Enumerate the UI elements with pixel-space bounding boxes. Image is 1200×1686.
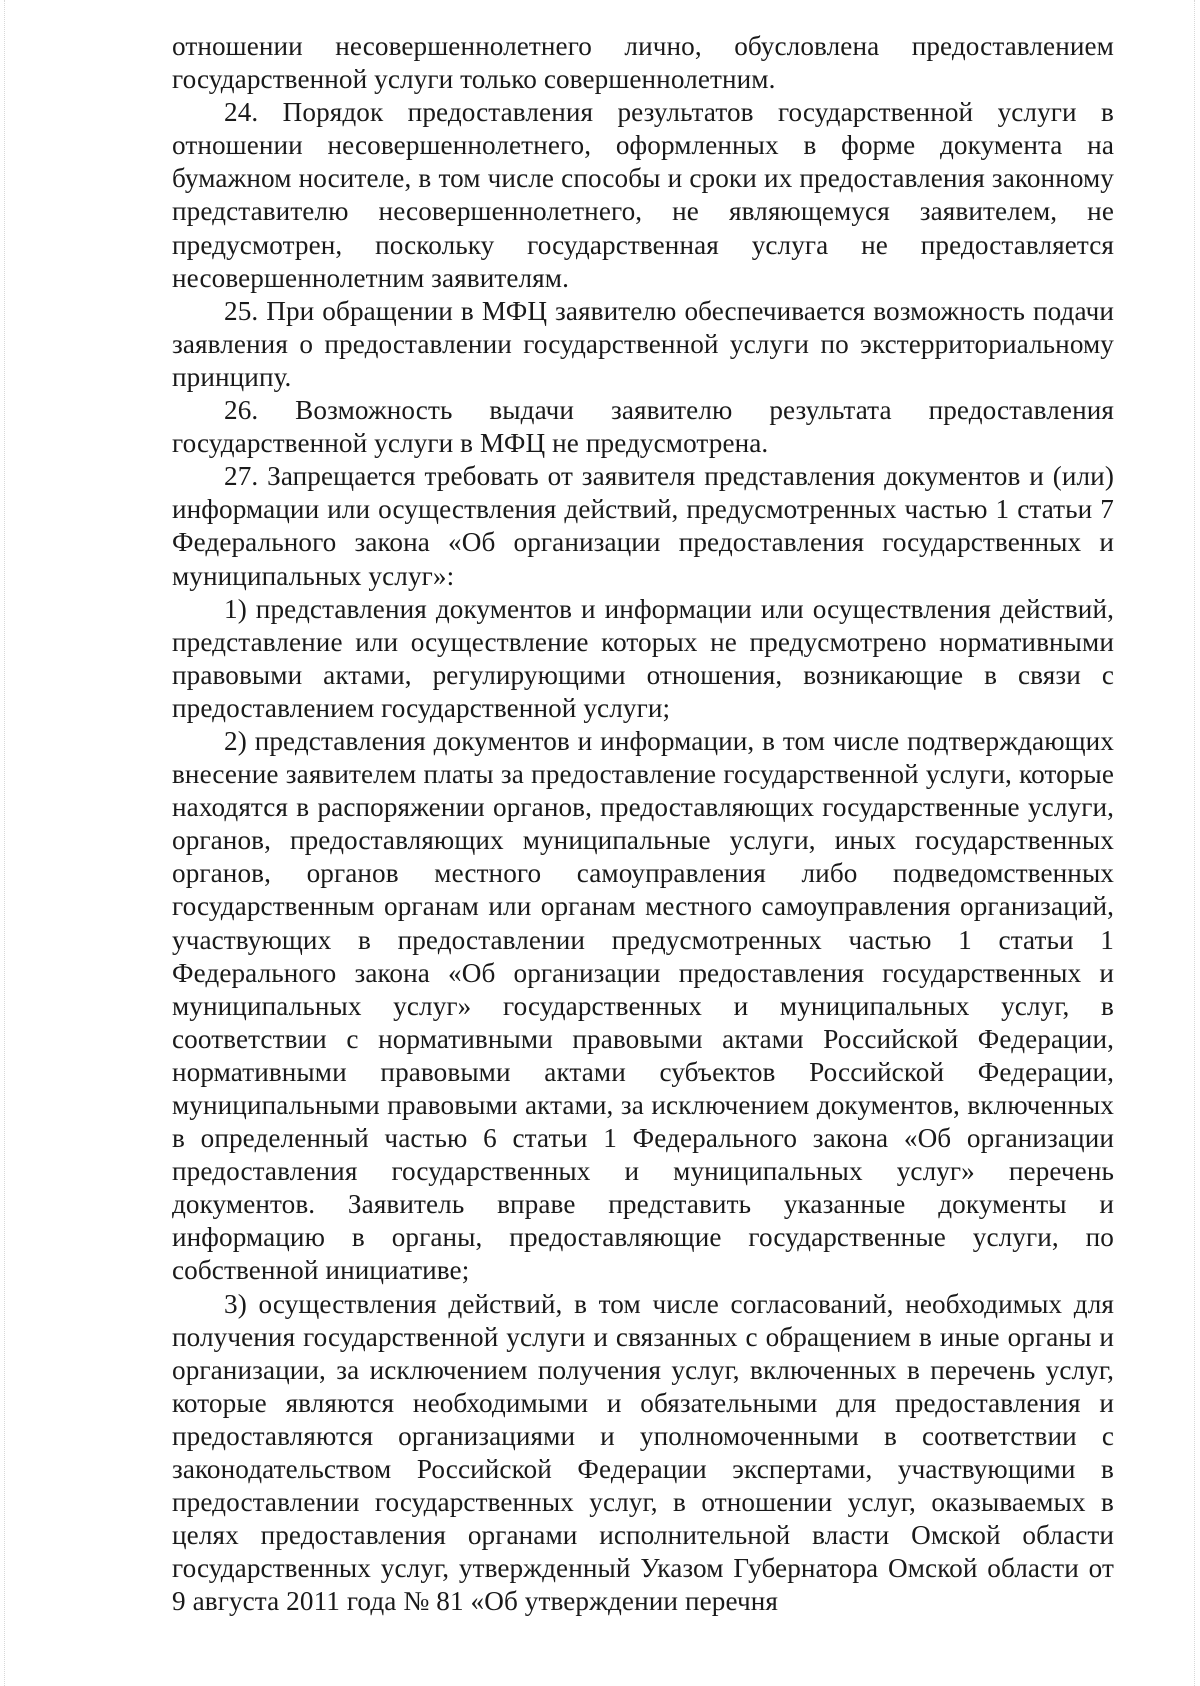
list-item-1: 1) представления документов и информации или осуществления действий, представление или осуществление которых не предусмотрено нормативными правовыми актами, регулирующими отношения, возникающие в связи с предоставлением государственной услуги; (172, 593, 1114, 723)
paragraph-continuation: отношении несовершеннолетнего лично, обусловлена предоставлением государственной услуги только совершеннолетним. (172, 31, 1114, 95)
document-body (172, 30, 1114, 1619)
paragraph-24: 24. Порядок предоставления результатов государственной услуги в отношении несовершеннолетнего, оформленных в форме документа на бумажном носителе, в том числе способы и сроки их предоставления законному представителю несовершеннолетнего, не являющемуся заявителем, не предусмотрен, поскольку государственная услуга не предоставляется несовершеннолетним заявителям. (172, 97, 1114, 293)
scan-edge-left (4, 0, 6, 1686)
paragraph-27: 27. Запрещается требовать от заявителя представления документов и (или) информации или осуществления действий, предусмотренных частью 1 статьи 7 Федерального закона «Об организации предоставления государственных и муниципальных услуг»: (172, 461, 1114, 591)
scan-edge-right (1194, 0, 1196, 1686)
list-item-3: 3) осуществления действий, в том числе согласований, необходимых для получения государственной услуги и связанных с обращением в иные органы и организации, за исключением получения услуг, включенных в перечень услуг, которые являются необходимыми и обязательными для предоставления и предоставляются организациями и уполномоченными в соответствии с законодательством Российской Федерации экспертами, участвующими в предоставлении государственных услуг, в отношении услуг, оказываемых в целях предоставления органами исполнительной власти Омской области государственных услуг, утвержденный Указом Губернатора Омской области от 9 августа 2011 года № 81 «Об утверждении перечня (172, 1288, 1114, 1617)
paragraph-26: 26. Возможность выдачи заявителю результата предоставления государственной услуги в МФЦ не предусмотрена. (172, 395, 1114, 459)
paragraph-25: 25. При обращении в МФЦ заявителю обеспечивается возможность подачи заявления о предоставлении государственной услуги по экстерриториальному принципу. (172, 295, 1114, 392)
list-item-2: 2) представления документов и информации, в том числе подтверждающих внесение заявителем платы за предоставление государственной услуги, которые находятся в распоряжении органов, предоставляющих государственные услуги, органов, предоставляющих муниципальные услуги, иных государственных органов, органов местного самоуправления либо подведомственных государственным органам или органам местного самоуправления организаций, участвующих в предоставлении предусмотренных частью 1 статьи 1 Федерального закона «Об организации предоставления государственных и муниципальных услуг» государственных и муниципальных услуг, в соответствии с нормативными правовыми актами Российской Федерации, нормативными правовыми актами субъектов Российской Федерации, муниципальными правовыми актами, за исключением документов, включенных в определенный частью 6 статьи 1 Федерального закона «Об организации предоставления государственных и муниципальных услуг» перечень документов. Заявитель вправе представить указанные документы и информацию в органы, предоставляющие государственные услуги, по собственной инициативе; (172, 725, 1114, 1286)
